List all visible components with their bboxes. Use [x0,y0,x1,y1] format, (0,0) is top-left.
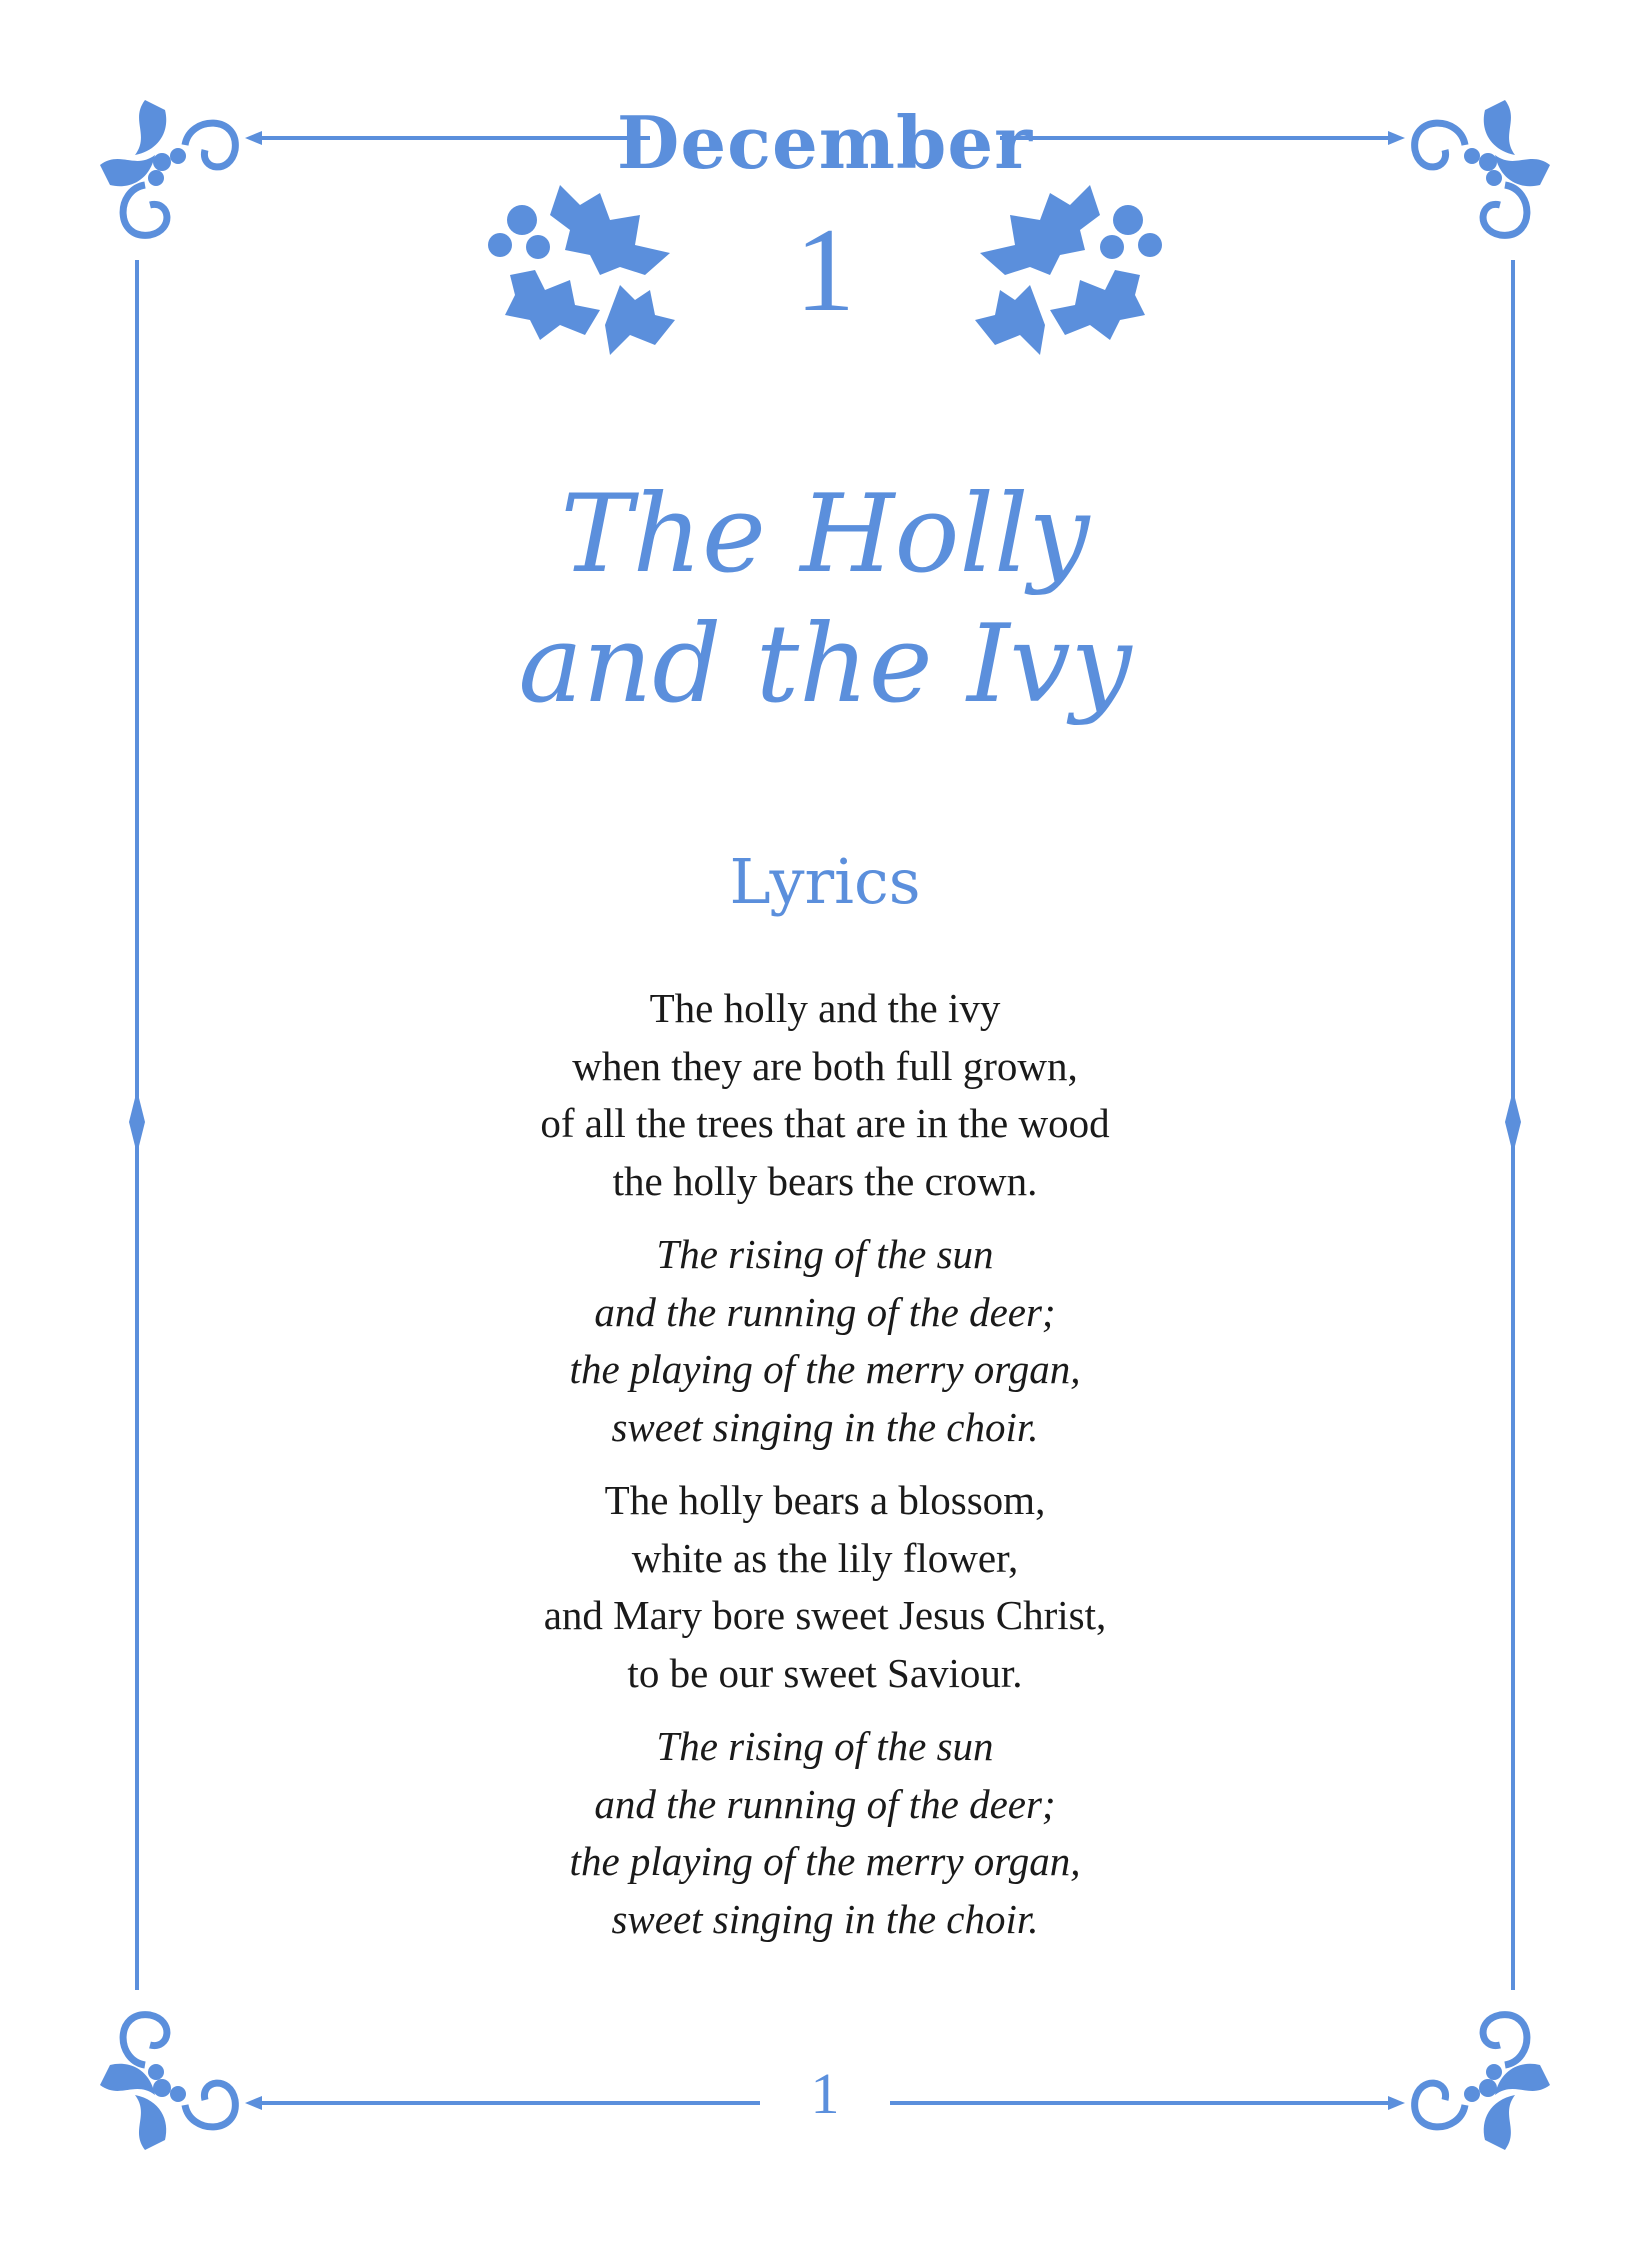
chorus-stanza [0,1226,1650,1456]
lyric-line: and Mary bore sweet Jesus Christ, [543,1592,1107,1638]
verse-stanza [0,1472,1650,1702]
lyric-line: white as the lily flower, [631,1534,1019,1581]
verse-stanza [0,980,1650,1210]
lyric-line: sweet singing in the choir. [611,1895,1039,1942]
title-line: and the Ivy [518,602,1132,727]
lyric-line: to be our sweet Saviour. [627,1649,1023,1696]
lyric-line: The rising of the sun [656,1723,994,1769]
month-heading: December [616,100,1034,185]
lyric-line: the holly bears the crown. [612,1157,1038,1204]
title-line: The Holly [560,472,1090,597]
page-title [0,470,1650,730]
lyric-line: The rising of the sun [656,1231,994,1277]
lyric-line: and the running of the deer; [594,1288,1056,1335]
lyric-line: The holly and the ivy [649,985,1001,1031]
lyric-line: sweet singing in the choir. [611,1403,1039,1450]
lyric-line: and the running of the deer; [594,1780,1056,1827]
lyric-line: the playing of the merry organ, [569,1346,1081,1392]
page-number: 1 [810,2061,840,2126]
section-heading: Lyrics [729,845,921,918]
lyric-line: The holly bears a blossom, [604,1477,1046,1523]
day-number: 1 [795,203,855,336]
lyrics [0,980,1650,1964]
lyric-line: when they are both full grown, [572,1042,1078,1089]
lyric-line: of all the trees that are in the wood [540,1100,1110,1146]
chorus-stanza [0,1718,1650,1948]
lyric-line: the playing of the merry organ, [569,1838,1081,1884]
